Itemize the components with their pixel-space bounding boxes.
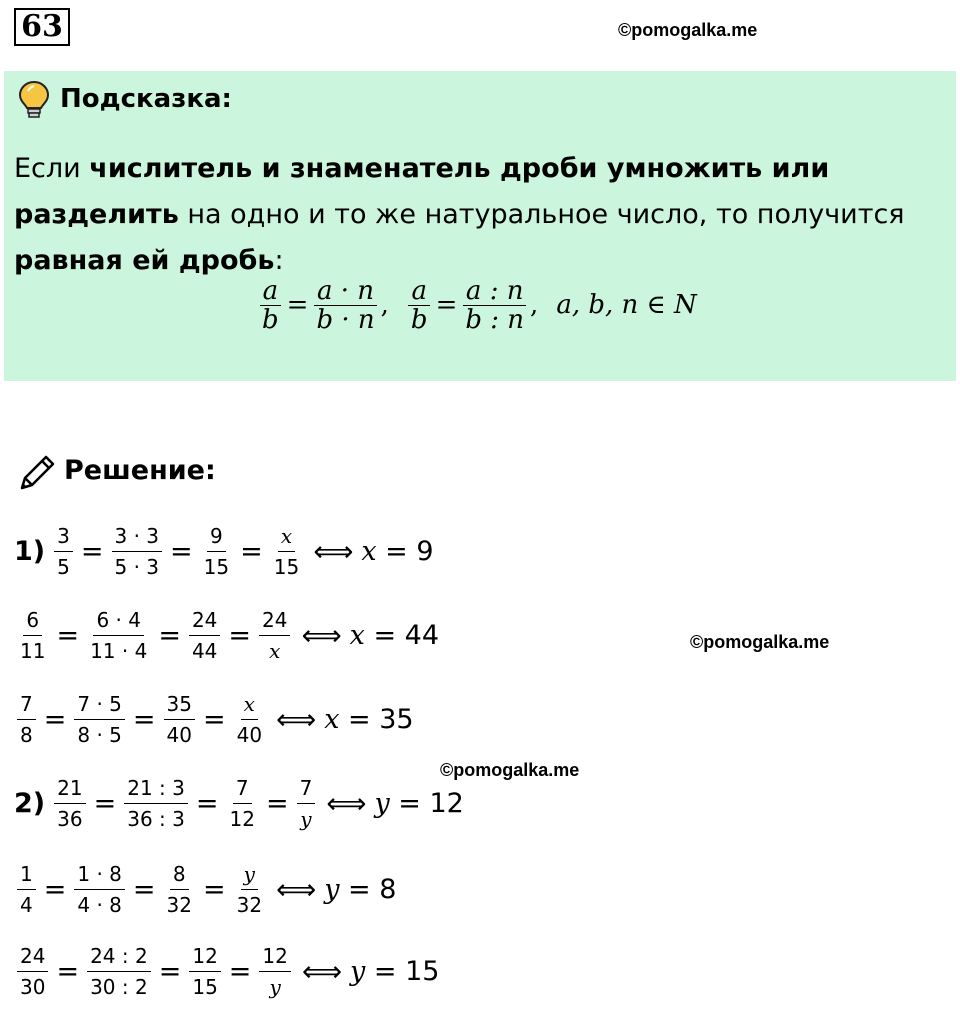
fraction — [271, 523, 302, 580]
denominator: 44 — [191, 638, 218, 663]
numerator: x — [241, 691, 258, 720]
denominator: 8 · 5 — [77, 722, 122, 747]
denominator: 30 : 2 — [90, 974, 148, 999]
variable: x — [349, 619, 365, 651]
watermark-mid: ©pomogalka.me — [690, 632, 830, 652]
fraction — [189, 943, 220, 1000]
iff-symbol: ⟺ — [326, 786, 367, 820]
equals-sign: = — [202, 703, 226, 735]
denominator: y — [300, 806, 312, 831]
numerator: 12 — [259, 943, 290, 972]
equals-sign: = — [80, 535, 104, 567]
numerator: 24 : 2 — [87, 943, 151, 972]
fraction — [17, 861, 36, 918]
numerator: x — [278, 523, 295, 552]
numerator: 35 — [164, 691, 195, 720]
result: = 8 — [339, 873, 397, 905]
equals-sign: = — [132, 873, 156, 905]
result: = 15 — [365, 955, 440, 987]
formula-fraction: $\frac{a}{b}$ — [259, 279, 282, 332]
equals-sign: = — [158, 955, 182, 987]
variable: x — [361, 535, 377, 567]
denominator: 36 — [57, 806, 83, 831]
variable: x — [324, 703, 340, 735]
solution-row — [14, 682, 414, 756]
fraction — [17, 691, 36, 748]
equals-sign: = — [202, 873, 226, 905]
denominator: 32 — [236, 892, 263, 917]
fraction — [54, 523, 73, 580]
hint-text: Если числитель и знаменатель дроби умножить или разделить на одно и то же натуральное число, то получится равная ей дробь: — [14, 153, 905, 276]
denominator: 15 — [273, 554, 300, 579]
fraction — [226, 775, 257, 832]
iff-symbol: ⟺ — [276, 702, 317, 736]
fraction — [17, 607, 48, 664]
equals-sign: = — [56, 619, 80, 651]
denominator: x — [269, 638, 281, 663]
denominator: 40 — [236, 722, 263, 747]
formula-condition: a, b, n ∈ N — [556, 290, 697, 320]
fraction — [259, 943, 290, 1000]
task-number: 63 — [14, 8, 70, 46]
equals-sign: = — [228, 619, 252, 651]
formula-fraction: $\frac{a : n}{b : n}$ — [462, 279, 527, 332]
solution-row — [14, 766, 464, 840]
iff-symbol: ⟺ — [313, 534, 354, 568]
watermark-top: ©pomogalka.me — [618, 20, 758, 40]
numerator: 7 — [297, 775, 316, 804]
equals-sign: = — [56, 955, 80, 987]
numerator: 21 : 3 — [124, 775, 188, 804]
numerator: 7 — [17, 691, 36, 720]
iff-symbol: ⟺ — [276, 872, 317, 906]
equals-sign: = — [43, 703, 67, 735]
numerator: y — [241, 861, 258, 890]
row-label: 1) — [14, 535, 46, 567]
numerator: 9 — [207, 523, 226, 552]
solution-row — [14, 852, 396, 926]
fraction — [87, 943, 151, 1000]
solution-row — [14, 514, 434, 588]
formula-fraction: $\frac{a \cdot n}{b \cdot n}$ — [313, 279, 377, 332]
numerator: 24 — [17, 943, 48, 972]
denominator: 30 — [20, 974, 46, 999]
numerator: 3 — [54, 523, 73, 552]
numerator: 24 — [189, 607, 220, 636]
pencil-icon — [16, 452, 58, 494]
solution-row — [14, 934, 439, 1008]
denominator: 40 — [166, 722, 192, 747]
row-label: 2) — [14, 787, 46, 819]
denominator: y — [269, 974, 281, 999]
result: = 44 — [364, 619, 440, 651]
denominator: 12 — [229, 806, 255, 831]
denominator: 5 — [57, 554, 70, 579]
fraction — [112, 523, 163, 580]
denominator: 36 : 3 — [127, 806, 185, 831]
watermark-lower: ©pomogalka.me — [440, 760, 580, 780]
numerator: 6 · 4 — [93, 607, 144, 636]
result: = 12 — [389, 787, 464, 819]
denominator: 32 — [166, 892, 192, 917]
hint-formula: $\frac{a}{b}$ = $\frac{a \cdot n}{b \cdot n}$ , $\frac{a}{b}$ = $\frac{a : n}{b : n}$ , a, b, n ∈ N — [256, 274, 697, 336]
fraction — [164, 861, 195, 918]
equals-sign: = — [240, 535, 263, 567]
fraction — [234, 691, 265, 748]
result: = 9 — [376, 535, 434, 567]
equals-sign: = — [170, 535, 193, 567]
numerator: 1 — [17, 861, 36, 890]
denominator: 11 · 4 — [90, 638, 148, 663]
denominator: 15 — [203, 554, 230, 579]
variable: y — [350, 955, 366, 987]
solution-title: Решение: — [64, 455, 216, 486]
numerator: 3 · 3 — [112, 523, 163, 552]
equals-sign: = — [158, 619, 181, 651]
equals-sign: = — [265, 787, 289, 819]
iff-symbol: ⟺ — [301, 954, 343, 988]
equals-sign: = — [132, 703, 156, 735]
fraction — [54, 775, 85, 832]
numerator: 24 — [259, 607, 290, 636]
variable: y — [324, 873, 340, 905]
numerator: 12 — [189, 943, 220, 972]
fraction — [297, 775, 316, 832]
formula-fraction: $\frac{a}{b}$ — [408, 279, 431, 332]
lightbulb-icon — [18, 80, 50, 120]
numerator: 7 — [233, 775, 252, 804]
fraction — [87, 607, 150, 664]
hint-title: Подсказка: — [60, 84, 232, 114]
equals-sign: = — [43, 873, 67, 905]
fraction — [74, 691, 125, 748]
fraction — [164, 691, 195, 748]
fraction — [234, 861, 265, 918]
numerator: 21 — [54, 775, 85, 804]
fraction — [17, 943, 48, 1000]
fraction — [124, 775, 188, 832]
fraction — [201, 523, 232, 580]
denominator: 11 — [20, 638, 46, 663]
denominator: 5 · 3 — [114, 554, 160, 579]
denominator: 4 — [20, 892, 33, 917]
solution-row — [14, 598, 439, 672]
variable: y — [374, 787, 390, 819]
result: = 35 — [339, 703, 414, 735]
numerator: 8 — [170, 861, 189, 890]
equals-sign: = — [93, 787, 117, 819]
denominator: 4 · 8 — [77, 892, 122, 917]
numerator: 7 · 5 — [74, 691, 125, 720]
denominator: 15 — [192, 974, 218, 999]
denominator: 8 — [20, 722, 33, 747]
fraction — [189, 607, 220, 664]
numerator: 6 — [23, 607, 42, 636]
iff-symbol: ⟺ — [301, 618, 342, 652]
fraction — [74, 861, 125, 918]
fraction — [259, 607, 290, 664]
numerator: 1 · 8 — [74, 861, 125, 890]
equals-sign: = — [228, 955, 252, 987]
equals-sign: = — [195, 787, 219, 819]
